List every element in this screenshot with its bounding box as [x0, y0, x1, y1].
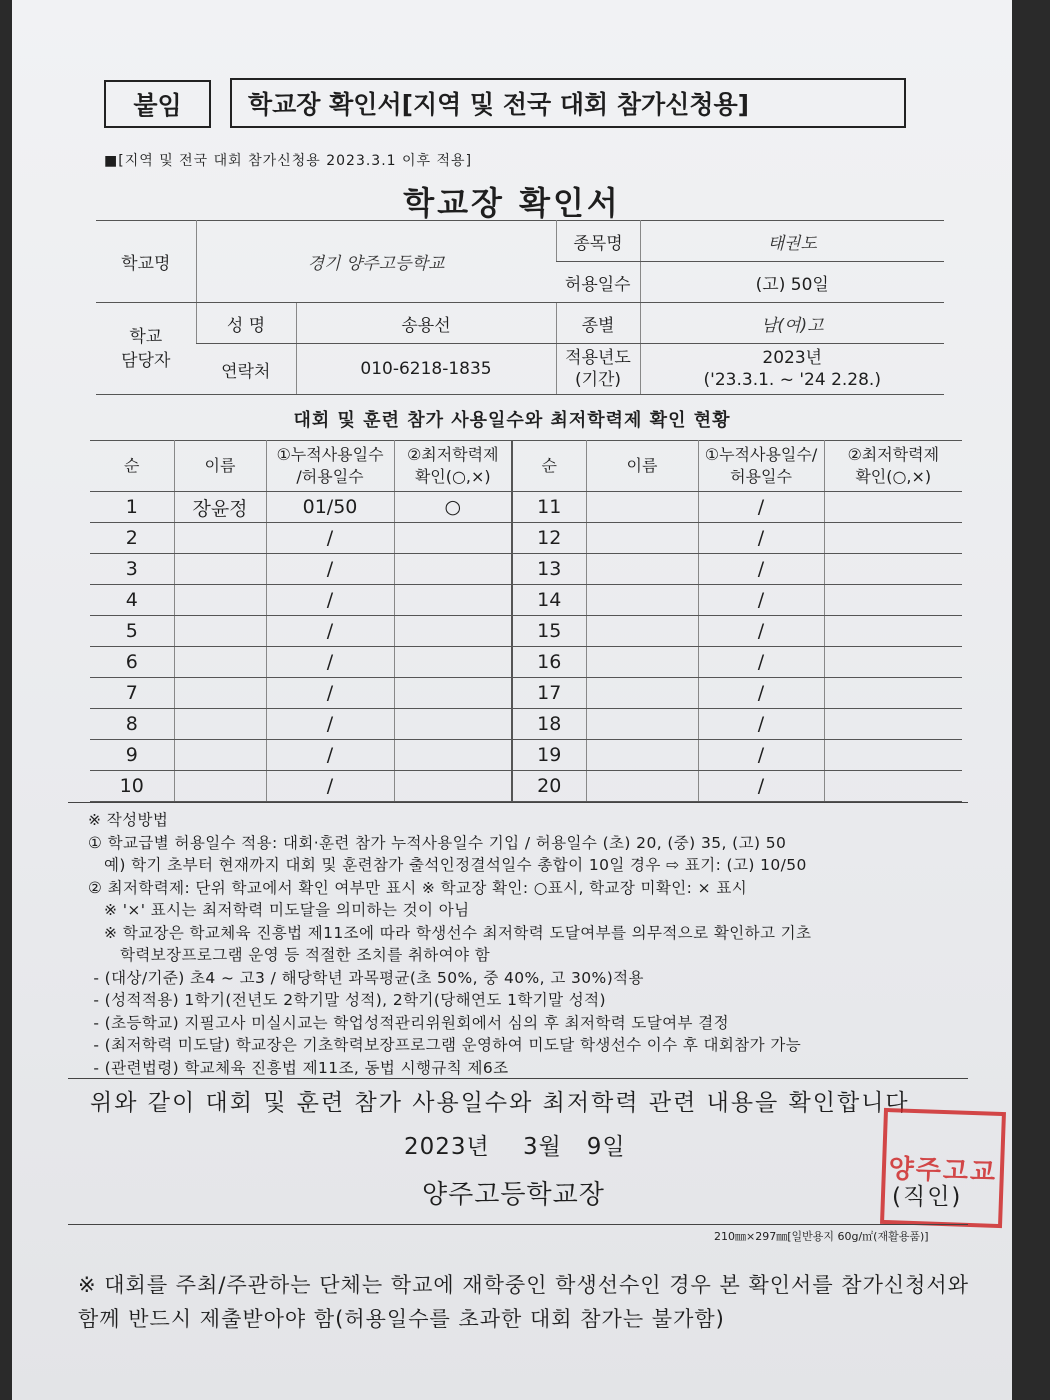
- table-cell-l-check: [394, 616, 512, 647]
- contact-label: 연락처: [196, 344, 296, 395]
- name-label: 성 명: [196, 303, 296, 344]
- table-cell-l-no: 10: [90, 771, 174, 802]
- table-cell-r-name: [586, 647, 698, 678]
- header-name: 이름: [174, 441, 266, 492]
- table-cell-l-check: [394, 740, 512, 771]
- issue-date: 2023년 3월 9일: [404, 1134, 626, 1160]
- divider: [68, 802, 968, 803]
- table-cell-r-days: /: [698, 740, 824, 771]
- table-cell-l-days: /: [266, 523, 394, 554]
- year-cell: [640, 344, 944, 395]
- method-line: ※ 학교장은 학교체육 진흥법 제11조에 따라 학생선수 최저학력 도달여부를 의무적으로 확인하고 기초: [88, 923, 812, 942]
- table-header-row: [90, 441, 962, 492]
- table-cell-r-no: 15: [512, 616, 586, 647]
- table-cell-r-no: 11: [512, 492, 586, 523]
- name-value: 송용선: [296, 303, 556, 344]
- table-cell-r-no: 20: [512, 771, 586, 802]
- table-row: [90, 709, 962, 740]
- table-cell-r-no: 14: [512, 585, 586, 616]
- sport-label: 종목명: [556, 221, 640, 262]
- table-cell-r-days: /: [698, 616, 824, 647]
- table-cell-r-days: /: [698, 709, 824, 740]
- table-cell-r-no: 12: [512, 523, 586, 554]
- table-cell-l-name: [174, 709, 266, 740]
- method-line: 예) 학기 초부터 현재까지 대회 및 훈련참가 출석인정결석일수 총합이 10일 경우 ⇨ 표기: (고) 10/50: [88, 856, 807, 874]
- allowed-days-value: (고) 50일: [640, 262, 944, 303]
- method-line: - (최저학력 미도달) 학교장은 기초학력보장프로그램 운영하여 미도달 학생선수 이수 후 대회참가 가능: [88, 1036, 802, 1054]
- table-cell-l-days: /: [266, 740, 394, 771]
- table-cell-r-days: /: [698, 492, 824, 523]
- table-cell-r-check: [824, 771, 962, 802]
- table-cell-l-name: [174, 523, 266, 554]
- table-cell-l-no: 2: [90, 523, 174, 554]
- table-cell-r-name: [586, 492, 698, 523]
- table-cell-l-name: [174, 678, 266, 709]
- table-cell-r-no: 13: [512, 554, 586, 585]
- table-row: [90, 554, 962, 585]
- header-name-right: 이름: [586, 441, 698, 492]
- players-table: [90, 440, 962, 802]
- table-cell-l-days: /: [266, 771, 394, 802]
- method-line: 학력보장프로그램 운영 등 적절한 조치를 취하여야 함: [88, 946, 491, 964]
- table-cell-r-days: /: [698, 523, 824, 554]
- year-period: ('23.3.1. ~ '24 2.28.): [703, 370, 881, 390]
- table-cell-l-no: 9: [90, 740, 174, 771]
- method-line: ※ '×' 표시는 최저학력 미도달을 의미하는 것이 아님: [88, 901, 470, 919]
- table-cell-r-check: [824, 523, 962, 554]
- table-cell-l-days: /: [266, 554, 394, 585]
- table-cell-l-days: /: [266, 647, 394, 678]
- table-cell-r-check: [824, 616, 962, 647]
- header-seq-right: 순: [512, 441, 586, 492]
- table-cell-r-check: [824, 492, 962, 523]
- attachment-title: 학교장 확인서[지역 및 전국 대회 참가신청용]: [230, 78, 906, 128]
- year-label: 적용년도 (기간): [556, 344, 640, 395]
- table-cell-r-no: 19: [512, 740, 586, 771]
- table-cell-l-no: 1: [90, 492, 174, 523]
- table-cell-r-days: /: [698, 678, 824, 709]
- method-line: ① 학교급별 허용일수 적용: 대회·훈련 참가 누적사용일수 기입 / 허용일수 (초) 20, (중) 35, (고) 50: [88, 833, 787, 852]
- header-seq: 순: [90, 441, 174, 492]
- table-cell-l-days: 01/50: [266, 492, 394, 523]
- table-cell-l-check: [394, 523, 512, 554]
- table-cell-l-check: [394, 678, 512, 709]
- header-days: ①누적사용일수 /허용일수: [266, 441, 394, 492]
- table-cell-l-name: [174, 771, 266, 802]
- method-line: - (성적적용) 1학기(전년도 2학기말 성적), 2학기(당해연도 1학기말 성적): [88, 991, 606, 1009]
- seal-label: (직인): [892, 1184, 963, 1210]
- year-value: 2023년: [762, 348, 823, 368]
- table-cell-r-check: [824, 554, 962, 585]
- official-seal-stamp: 양주고교: [880, 1108, 1006, 1228]
- school-label: 학교명: [96, 221, 196, 303]
- gender-label: 종별: [556, 303, 640, 344]
- table-cell-l-check: [394, 585, 512, 616]
- table-cell-l-days: /: [266, 585, 394, 616]
- table-cell-r-check: [824, 585, 962, 616]
- table-cell-r-no: 18: [512, 709, 586, 740]
- divider: [68, 1078, 968, 1079]
- table-cell-r-no: 17: [512, 678, 586, 709]
- table-cell-r-check: [824, 740, 962, 771]
- table-cell-r-days: /: [698, 554, 824, 585]
- sport-value: 태권도: [640, 221, 944, 262]
- table-cell-l-name: [174, 647, 266, 678]
- footer-note: ※ 대회를 주최/주관하는 단체는 학교에 재학중인 학생선수인 경우 본 확인서를 참가신청서와 함께 반드시 제출받아야 함(허용일수를 초과한 대회 참가는 불가함): [78, 1273, 970, 1331]
- table-cell-r-days: /: [698, 647, 824, 678]
- table-cell-l-no: 6: [90, 647, 174, 678]
- table-cell-l-name: [174, 554, 266, 585]
- table-row: [90, 678, 962, 709]
- table-cell-l-check: [394, 709, 512, 740]
- table-cell-l-no: 7: [90, 678, 174, 709]
- table-cell-r-days: /: [698, 585, 824, 616]
- table-cell-l-check: [394, 771, 512, 802]
- summary-title: 대회 및 훈련 참가 사용일수와 최저학력제 확인 현황: [293, 410, 731, 431]
- method-line: - (대상/기준) 초4 ~ 고3 / 해당학년 과목평균(초 50%, 중 40%, 고 30%)적용: [88, 968, 644, 987]
- table-row: [90, 523, 962, 554]
- table-cell-r-check: [824, 647, 962, 678]
- attachment-label: 붙임: [104, 80, 211, 128]
- method-line: - (관련법령) 학교체육 진흥법 제11조, 동법 시행규칙 제6조: [88, 1058, 509, 1077]
- table-cell-r-name: [586, 740, 698, 771]
- confirm-statement: 위와 같이 대회 및 훈련 참가 사용일수와 최저학력 관련 내용을 확인합니다: [90, 1090, 910, 1116]
- principal-name: 양주고등학교장: [422, 1180, 605, 1210]
- table-cell-l-days: /: [266, 616, 394, 647]
- table-cell-l-no: 8: [90, 709, 174, 740]
- table-cell-l-name: [174, 585, 266, 616]
- table-cell-r-no: 16: [512, 647, 586, 678]
- allowed-days-label: 허용일수: [556, 262, 640, 303]
- table-row: [90, 740, 962, 771]
- table-cell-l-no: 3: [90, 554, 174, 585]
- table-cell-r-name: [586, 771, 698, 802]
- page-title: 학교장 확인서: [403, 184, 621, 222]
- table-cell-r-check: [824, 709, 962, 740]
- table-cell-r-check: [824, 678, 962, 709]
- table-row: [90, 585, 962, 616]
- table-row: [90, 647, 962, 678]
- info-table: [96, 220, 944, 395]
- top-note: ■[지역 및 전국 대회 참가신청용 2023.3.1 이후 적용]: [104, 153, 473, 169]
- table-cell-l-no: 5: [90, 616, 174, 647]
- gender-value: 남(여)고: [640, 303, 944, 344]
- header-days-right: ①누적사용일수/ 허용일수: [698, 441, 824, 492]
- table-row: [90, 492, 962, 523]
- table-cell-l-check: [394, 554, 512, 585]
- table-row: [90, 616, 962, 647]
- table-cell-l-days: /: [266, 709, 394, 740]
- document-page: [12, 0, 1012, 1400]
- paper-spec: 210㎜×297㎜[일반용지 60g/㎡(재활용품)]: [714, 1230, 929, 1243]
- table-cell-r-days: /: [698, 771, 824, 802]
- divider: [68, 1224, 968, 1225]
- table-cell-l-no: 4: [90, 585, 174, 616]
- table-cell-l-check: ○: [394, 492, 512, 523]
- table-cell-r-name: [586, 554, 698, 585]
- header-academic-right: ②최저학력제 확인(○,×): [824, 441, 962, 492]
- table-cell-r-name: [586, 585, 698, 616]
- manager-label: 학교 담당자: [96, 303, 196, 395]
- table-cell-l-name: 장윤정: [174, 492, 266, 523]
- method-line: ※ 작성방법: [88, 811, 169, 829]
- header-academic: ②최저학력제 확인(○,×): [394, 441, 512, 492]
- contact-value: 010-6218-1835: [296, 344, 556, 395]
- table-cell-r-name: [586, 616, 698, 647]
- table-row: [90, 771, 962, 802]
- table-cell-r-name: [586, 709, 698, 740]
- table-cell-l-name: [174, 740, 266, 771]
- method-line: - (초등학교) 지필고사 미실시교는 학업성적관리위원회에서 심의 후 최저학력 도달여부 결정: [88, 1013, 729, 1032]
- method-line: ② 최저학력제: 단위 학교에서 확인 여부만 표시 ※ 학교장 확인: ○표시, 학교장 미확인: × 표시: [88, 878, 748, 897]
- table-cell-l-check: [394, 647, 512, 678]
- table-cell-l-name: [174, 616, 266, 647]
- table-cell-r-name: [586, 523, 698, 554]
- table-cell-l-days: /: [266, 678, 394, 709]
- school-value: 경기 양주고등학교: [196, 221, 556, 303]
- table-cell-r-name: [586, 678, 698, 709]
